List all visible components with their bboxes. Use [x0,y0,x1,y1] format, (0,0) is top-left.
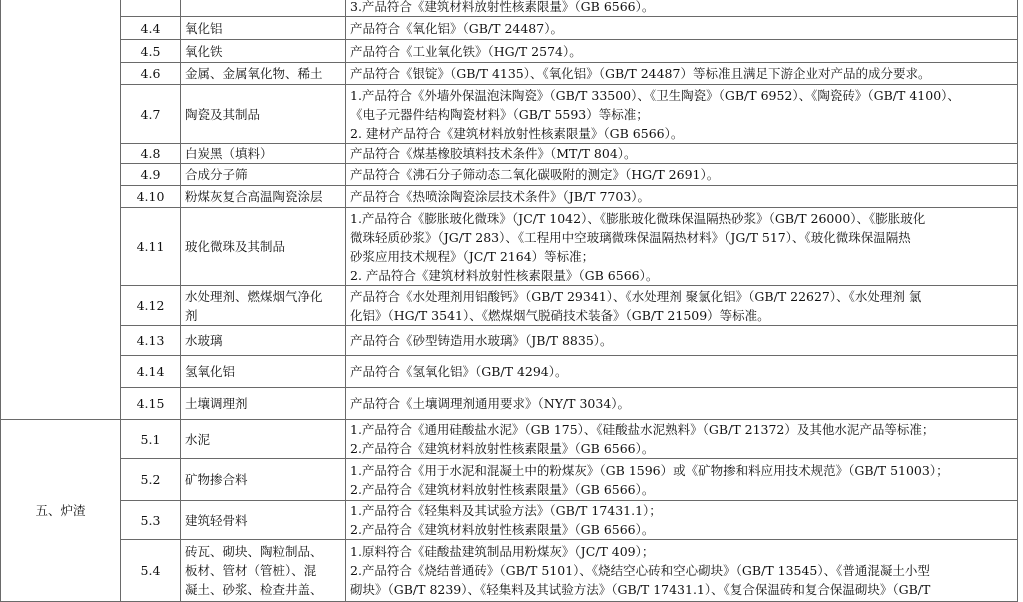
requirement-line: 产品符合《氢氧化铝》（GB/T 4294）。 [350,364,568,379]
item-name [181,63,346,85]
requirement-line: 1.产品符合《轻集料及其试验方法》（GB/T 17431.1）； [350,503,662,518]
requirement-line: 产品符合《水处理剂用铝酸钙》（GB/T 29341）、《水处理剂 聚氯化铝》（GB/T 22627）、《水处理剂 氯 [350,288,922,304]
item-number [121,356,181,388]
item-number [121,85,181,144]
item-name [181,540,346,602]
requirement-line: 产品符合《工业氧化铁》（HG/T 2574）。 [350,43,582,59]
item-name-line: 建筑轻骨料 [185,512,248,528]
item-name-line: 水泥 [185,431,211,447]
item-name [181,326,346,356]
item-requirement [346,420,1018,459]
requirement-line: 产品符合《银锭》（GB/T 4135）、《氧化铝》（GB/T 24487）等标准且满足下游企业对产品的成分要求。 [350,66,931,81]
item-number [121,420,181,459]
category-cell-5: 五、炉渣 [1,420,121,602]
item-name [181,164,346,186]
requirement-line: 1.产品符合《膨胀玻化微珠》（JC/T 1042）、《膨胀玻化微珠保温隔热砂浆》（GB/T 26000）、《膨胀玻化 [350,210,926,226]
requirement-line: 砌块》（GB/T 8239）、《轻集料及其试验方法》（GB/T 17431.1）、《复合保温砖和复合保温砌块》（GB/T [350,582,931,597]
item-name [181,459,346,501]
item-number [121,208,181,286]
item-requirement [346,186,1018,208]
requirement-line: 2.产品符合《建筑材料放射性核素限量》（GB 6566）。 [350,481,655,497]
item-requirement [346,17,1018,40]
requirement-line: 3.产品符合《建筑材料放射性核素限量》（GB 6566）。 [350,0,655,14]
item-requirement [346,501,1018,540]
item-name-line: 氧化铁 [185,43,223,59]
item-number [121,17,181,40]
requirement-line: 砂浆应用技术规程》（JC/T 2164）等标准； [350,248,595,264]
item-name-line: 砖瓦、砌块、陶粒制品、 [185,544,323,559]
item-requirement [346,388,1018,420]
item-number [121,40,181,63]
item-number [121,540,181,602]
requirement-line: 1.产品符合《通用硅酸盐水泥》（GB 175）、《硅酸盐水泥熟料》（GB/T 21372）及其他水泥产品等标准； [350,422,935,437]
item-requirement [346,144,1018,164]
item-number-text: 4.11 [136,239,165,254]
requirement-line: 产品符合《沸石分子筛动态二氧化碳吸附的测定》（HG/T 2691）。 [350,167,720,182]
item-name-line: 玻化微珠及其制品 [185,239,286,254]
item-name [181,186,346,208]
item-requirement [346,164,1018,186]
item-number-text: 4.9 [140,167,161,182]
item-name-line: 剂 [185,307,198,323]
requirement-line: 化铝》（HG/T 3541）、《燃煤烟气脱硝技术装备》（GB/T 21509）等标准。 [350,307,770,323]
item-name [181,208,346,286]
item-name-line: 白炭黑（填料） [185,146,273,161]
requirement-line: 产品符合《土壤调理剂通用要求》（NY/T 3034）。 [350,396,631,411]
item-number-text: 5.2 [140,472,161,487]
item-name-line: 金属、金属氧化物、稀土 [185,66,323,81]
item-name [181,286,346,326]
requirement-line: 产品符合《热喷涂陶瓷涂层技术条件》（JB/T 7703）。 [350,189,651,204]
category-cell-4 [1,0,121,420]
item-number [121,501,181,540]
item-number-text: 4.12 [136,298,165,313]
item-requirement [346,326,1018,356]
item-name-line: 水处理剂、燃煤烟气净化 [185,288,323,304]
item-requirement [346,286,1018,326]
item-name [181,144,346,164]
item-number [121,286,181,326]
item-requirement [346,0,1018,17]
item-number-text: 5.4 [140,563,161,578]
item-number-text: 4.7 [140,106,161,122]
item-name-line: 水玻璃 [185,333,223,348]
item-number [121,164,181,186]
item-name [181,17,346,40]
item-name [181,501,346,540]
item-requirement [346,356,1018,388]
item-number-text: 4.10 [136,189,165,204]
item-number [121,144,181,164]
requirement-line: 2.产品符合《建筑材料放射性核素限量》（GB 6566）。 [350,441,655,456]
requirement-line: 产品符合《氧化铝》（GB/T 24487）。 [350,20,563,36]
item-name [181,40,346,63]
item-name-line: 合成分子筛 [185,167,248,182]
item-number-text: 4.14 [136,364,165,379]
item-name-line: 凝土、砂浆、检查井盖、 [185,582,323,597]
item-number-text: 4.6 [140,66,161,81]
item-number [121,0,181,17]
item-number-text: 4.15 [136,396,165,411]
item-name-line: 土壤调理剂 [185,396,248,411]
requirement-line: 《电子元器件结构陶瓷材料》（GB/T 5593）等标准； [350,106,649,122]
item-number-text: 5.3 [140,512,161,528]
requirement-line: 1.产品符合《外墙外保温泡沫陶瓷》（GB/T 33500）、《卫生陶瓷》（GB/T 6952）、《陶瓷砖》（GB/T 4100）、 [350,87,960,103]
requirement-line: 1.产品符合《用于水泥和混凝土中的粉煤灰》（GB 1596）或《矿物掺和料应用技术规范》（GB/T 51003）； [350,462,949,478]
item-number [121,388,181,420]
item-number-text: 5.1 [140,431,161,447]
item-name-line: 氢氧化铝 [185,364,236,379]
requirement-line: 2.产品符合《烧结普通砖》（GB/T 5101）、《烧结空心砖和空心砌块》（GB/T 13545）、《普通混凝土小型 [350,563,930,578]
item-requirement [346,208,1018,286]
requirement-line: 2. 产品符合《建筑材料放射性核素限量》（GB 6566）。 [350,267,659,283]
item-number-text: 4.4 [140,20,161,36]
requirement-line: 微珠轻质砂浆》（JG/T 283）、《工程用中空玻璃微珠保温隔热材料》（JG/T 517）、《玻化微珠保温隔热 [350,229,911,245]
item-number-text: 4.5 [140,43,161,59]
item-requirement [346,40,1018,63]
item-number-text: 4.8 [140,146,161,161]
item-name-line: 粉煤灰复合高温陶瓷涂层 [185,189,323,204]
item-name-line: 板材、管材（管桩）、混 [185,563,317,578]
item-requirement [346,85,1018,144]
requirement-line: 1.原料符合《硅酸盐建筑制品用粉煤灰》（JC/T 409）； [350,544,655,559]
item-number [121,63,181,85]
item-number [121,186,181,208]
item-name [181,356,346,388]
requirement-line: 产品符合《砂型铸造用水玻璃》（JB/T 8835）。 [350,333,613,348]
item-number [121,326,181,356]
item-name [181,0,346,17]
requirement-line: 2.产品符合《建筑材料放射性核素限量》（GB 6566）。 [350,522,655,537]
item-name-line: 氧化铝 [185,20,223,36]
item-number-text: 4.13 [136,333,165,348]
item-name [181,85,346,144]
item-name [181,388,346,420]
item-name-line: 矿物掺合料 [185,472,248,487]
item-requirement [346,459,1018,501]
item-requirement [346,540,1018,602]
item-name [181,420,346,459]
requirement-line: 2. 建材产品符合《建筑材料放射性核素限量》（GB 6566）。 [350,125,684,141]
item-name-line: 陶瓷及其制品 [185,106,261,122]
requirement-line: 产品符合《煤基橡胶填料技术条件》（MT/T 804）。 [350,146,637,161]
item-number [121,459,181,501]
item-requirement [346,63,1018,85]
